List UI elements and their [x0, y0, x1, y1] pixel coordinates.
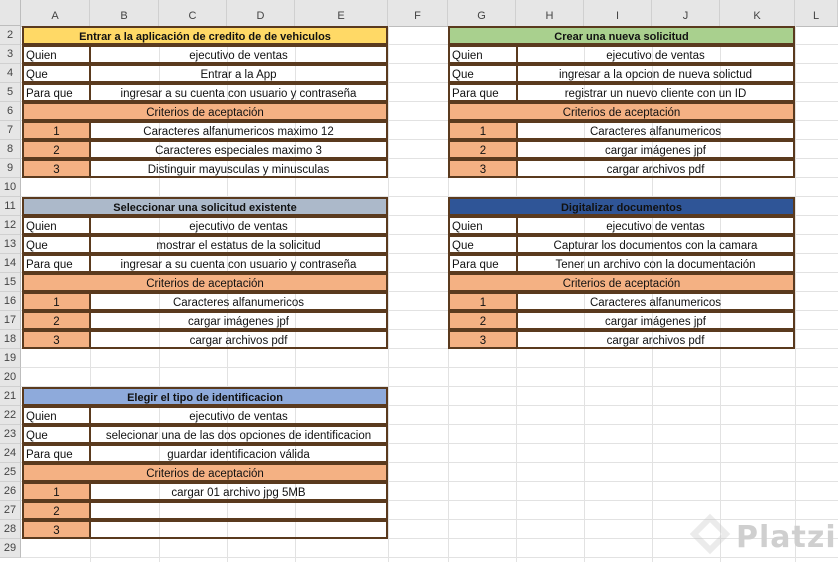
block3-criteria-1-text[interactable]: Caracteres alfanumericos [89, 292, 388, 311]
column-header-k[interactable]: K [720, 0, 795, 26]
block2-criteria-title[interactable]: Criterios de aceptación [448, 102, 795, 121]
block5-paraque-label[interactable]: Para que [22, 444, 91, 463]
block3-criteria-2-num[interactable]: 2 [22, 311, 91, 330]
column-header-j[interactable]: J [652, 0, 720, 26]
block4-quien-value[interactable]: ejecutivo de ventas [516, 216, 795, 235]
block3-criteria-2-text[interactable]: cargar imágenes jpf [89, 311, 388, 330]
block2-criteria-2-text[interactable]: cargar imágenes jpf [516, 140, 795, 159]
row-header-9[interactable]: 9 [0, 159, 21, 178]
column-header-d[interactable]: D [227, 0, 295, 26]
block1-title[interactable]: Entrar a la aplicación de credito de de vehiculos [22, 26, 388, 45]
block1-quien-value[interactable]: ejecutivo de ventas [89, 45, 388, 64]
block5-criteria-2-text[interactable] [89, 501, 388, 520]
block2-criteria-3-num[interactable]: 3 [448, 159, 518, 178]
row-header-10[interactable]: 10 [0, 178, 21, 197]
block3-que-label[interactable]: Que [22, 235, 91, 254]
row-header-17[interactable]: 17 [0, 311, 21, 330]
column-header-f[interactable]: F [388, 0, 448, 26]
block1-paraque-label[interactable]: Para que [22, 83, 91, 102]
row-header-13[interactable]: 13 [0, 235, 21, 254]
block4-paraque-value[interactable]: Tener un archivo con la documentación [516, 254, 795, 273]
block5-quien-label[interactable]: Quien [22, 406, 91, 425]
row-header-18[interactable]: 18 [0, 330, 21, 349]
block1-quien-label[interactable]: Quien [22, 45, 91, 64]
block4-criteria-1-text[interactable]: Caracteres alfanumericos [516, 292, 795, 311]
row-header-8[interactable]: 8 [0, 140, 21, 159]
block1-criteria-1-num[interactable]: 1 [22, 121, 91, 140]
block5-criteria-2-num[interactable]: 2 [22, 501, 91, 520]
block1-que-value[interactable]: Entrar a la App [89, 64, 388, 83]
row-header-6[interactable]: 6 [0, 102, 21, 121]
column-header-l[interactable]: L [795, 0, 838, 26]
block2-paraque-label[interactable]: Para que [448, 83, 518, 102]
row-header-2[interactable]: 2 [0, 26, 21, 45]
block1-criteria-1-text[interactable]: Caracteres alfanumericos maximo 12 [89, 121, 388, 140]
block5-quien-value[interactable]: ejecutivo de ventas [89, 406, 388, 425]
block4-quien-label[interactable]: Quien [448, 216, 518, 235]
row-header-24[interactable]: 24 [0, 444, 21, 463]
row-header-29[interactable]: 29 [0, 539, 21, 558]
row-header-16[interactable]: 16 [0, 292, 21, 311]
row-header-28[interactable]: 28 [0, 520, 21, 539]
column-header-h[interactable]: H [516, 0, 584, 26]
block5-title[interactable]: Elegir el tipo de identificacion [22, 387, 388, 406]
block4-criteria-2-num[interactable]: 2 [448, 311, 518, 330]
block3-quien-value[interactable]: ejecutivo de ventas [89, 216, 388, 235]
block2-quien-value[interactable]: ejecutivo de ventas [516, 45, 795, 64]
block3-paraque-label[interactable]: Para que [22, 254, 91, 273]
block3-paraque-value[interactable]: ingresar a su cuenta con usuario y contraseña [89, 254, 388, 273]
block1-criteria-3-text[interactable]: Distinguir mayusculas y minusculas [89, 159, 388, 178]
block1-que-label[interactable]: Que [22, 64, 91, 83]
block1-criteria-2-text[interactable]: Caracteres especiales maximo 3 [89, 140, 388, 159]
column-header-c[interactable]: C [159, 0, 227, 26]
block2-que-value[interactable]: ingresar a la opcion de nueva solictud [516, 64, 795, 83]
row-header-23[interactable]: 23 [0, 425, 21, 444]
block3-title[interactable]: Seleccionar una solicitud existente [22, 197, 388, 216]
block4-criteria-1-num[interactable]: 1 [448, 292, 518, 311]
column-header-e[interactable]: E [295, 0, 388, 26]
block3-criteria-3-num[interactable]: 3 [22, 330, 91, 349]
row-header-21[interactable]: 21 [0, 387, 21, 406]
block3-quien-label[interactable]: Quien [22, 216, 91, 235]
row-header-12[interactable]: 12 [0, 216, 21, 235]
row-header-22[interactable]: 22 [0, 406, 21, 425]
block2-quien-label[interactable]: Quien [448, 45, 518, 64]
block4-que-label[interactable]: Que [448, 235, 518, 254]
column-header-i[interactable]: I [584, 0, 652, 26]
row-header-14[interactable]: 14 [0, 254, 21, 273]
platzi-watermark: Platzi [736, 520, 837, 555]
row-header-4[interactable]: 4 [0, 64, 21, 83]
block4-title[interactable]: Digitalizar documentos [448, 197, 795, 216]
row-header-11[interactable]: 11 [0, 197, 21, 216]
column-header-a[interactable]: A [21, 0, 90, 26]
block5-criteria-3-num[interactable]: 3 [22, 520, 91, 539]
gridline [21, 367, 838, 368]
row-header-15[interactable]: 15 [0, 273, 21, 292]
row-header-26[interactable]: 26 [0, 482, 21, 501]
row-header-25[interactable]: 25 [0, 463, 21, 482]
row-header-3[interactable]: 3 [0, 45, 21, 64]
block5-criteria-1-num[interactable]: 1 [22, 482, 91, 501]
block4-criteria-2-text[interactable]: cargar imágenes jpf [516, 311, 795, 330]
block5-criteria-1-text[interactable]: cargar 01 archivo jpg 5MB [89, 482, 388, 501]
block1-criteria-title[interactable]: Criterios de aceptación [22, 102, 388, 121]
block5-que-label[interactable]: Que [22, 425, 91, 444]
block1-criteria-2-num[interactable]: 2 [22, 140, 91, 159]
block2-paraque-value[interactable]: registrar un nuevo cliente con un ID [516, 83, 795, 102]
block2-criteria-1-text[interactable]: Caracteres alfanumericos [516, 121, 795, 140]
block3-criteria-1-num[interactable]: 1 [22, 292, 91, 311]
column-header-g[interactable]: G [448, 0, 516, 26]
block5-paraque-value[interactable]: guardar identificacion válida [89, 444, 388, 463]
block2-criteria-3-text[interactable]: cargar archivos pdf [516, 159, 795, 178]
block5-criteria-title[interactable]: Criterios de aceptación [22, 463, 388, 482]
block5-que-value[interactable]: selecionar una de las dos opciones de identificacion [89, 425, 388, 444]
block1-criteria-3-num[interactable]: 3 [22, 159, 91, 178]
block4-criteria-3-text[interactable]: cargar archivos pdf [516, 330, 795, 349]
row-header-20[interactable]: 20 [0, 368, 21, 387]
row-header-27[interactable]: 27 [0, 501, 21, 520]
block2-criteria-1-num[interactable]: 1 [448, 121, 518, 140]
column-header-b[interactable]: B [90, 0, 159, 26]
block4-criteria-3-num[interactable]: 3 [448, 330, 518, 349]
block5-criteria-3-text[interactable] [89, 520, 388, 539]
select-all-corner[interactable] [0, 0, 21, 26]
block2-title[interactable]: Crear una nueva solicitud [448, 26, 795, 45]
block4-criteria-title[interactable]: Criterios de aceptación [448, 273, 795, 292]
row-header-5[interactable]: 5 [0, 83, 21, 102]
row-header-19[interactable]: 19 [0, 349, 21, 368]
block3-criteria-title[interactable]: Criterios de aceptación [22, 273, 388, 292]
block1-paraque-value[interactable]: ingresar a su cuenta con usuario y contraseña [89, 83, 388, 102]
block4-que-value[interactable]: Capturar los documentos con la camara [516, 235, 795, 254]
block3-que-value[interactable]: mostrar el estatus de la solicitud [89, 235, 388, 254]
row-header-7[interactable]: 7 [0, 121, 21, 140]
block4-paraque-label[interactable]: Para que [448, 254, 518, 273]
block2-criteria-2-num[interactable]: 2 [448, 140, 518, 159]
block3-criteria-3-text[interactable]: cargar archivos pdf [89, 330, 388, 349]
block2-que-label[interactable]: Que [448, 64, 518, 83]
